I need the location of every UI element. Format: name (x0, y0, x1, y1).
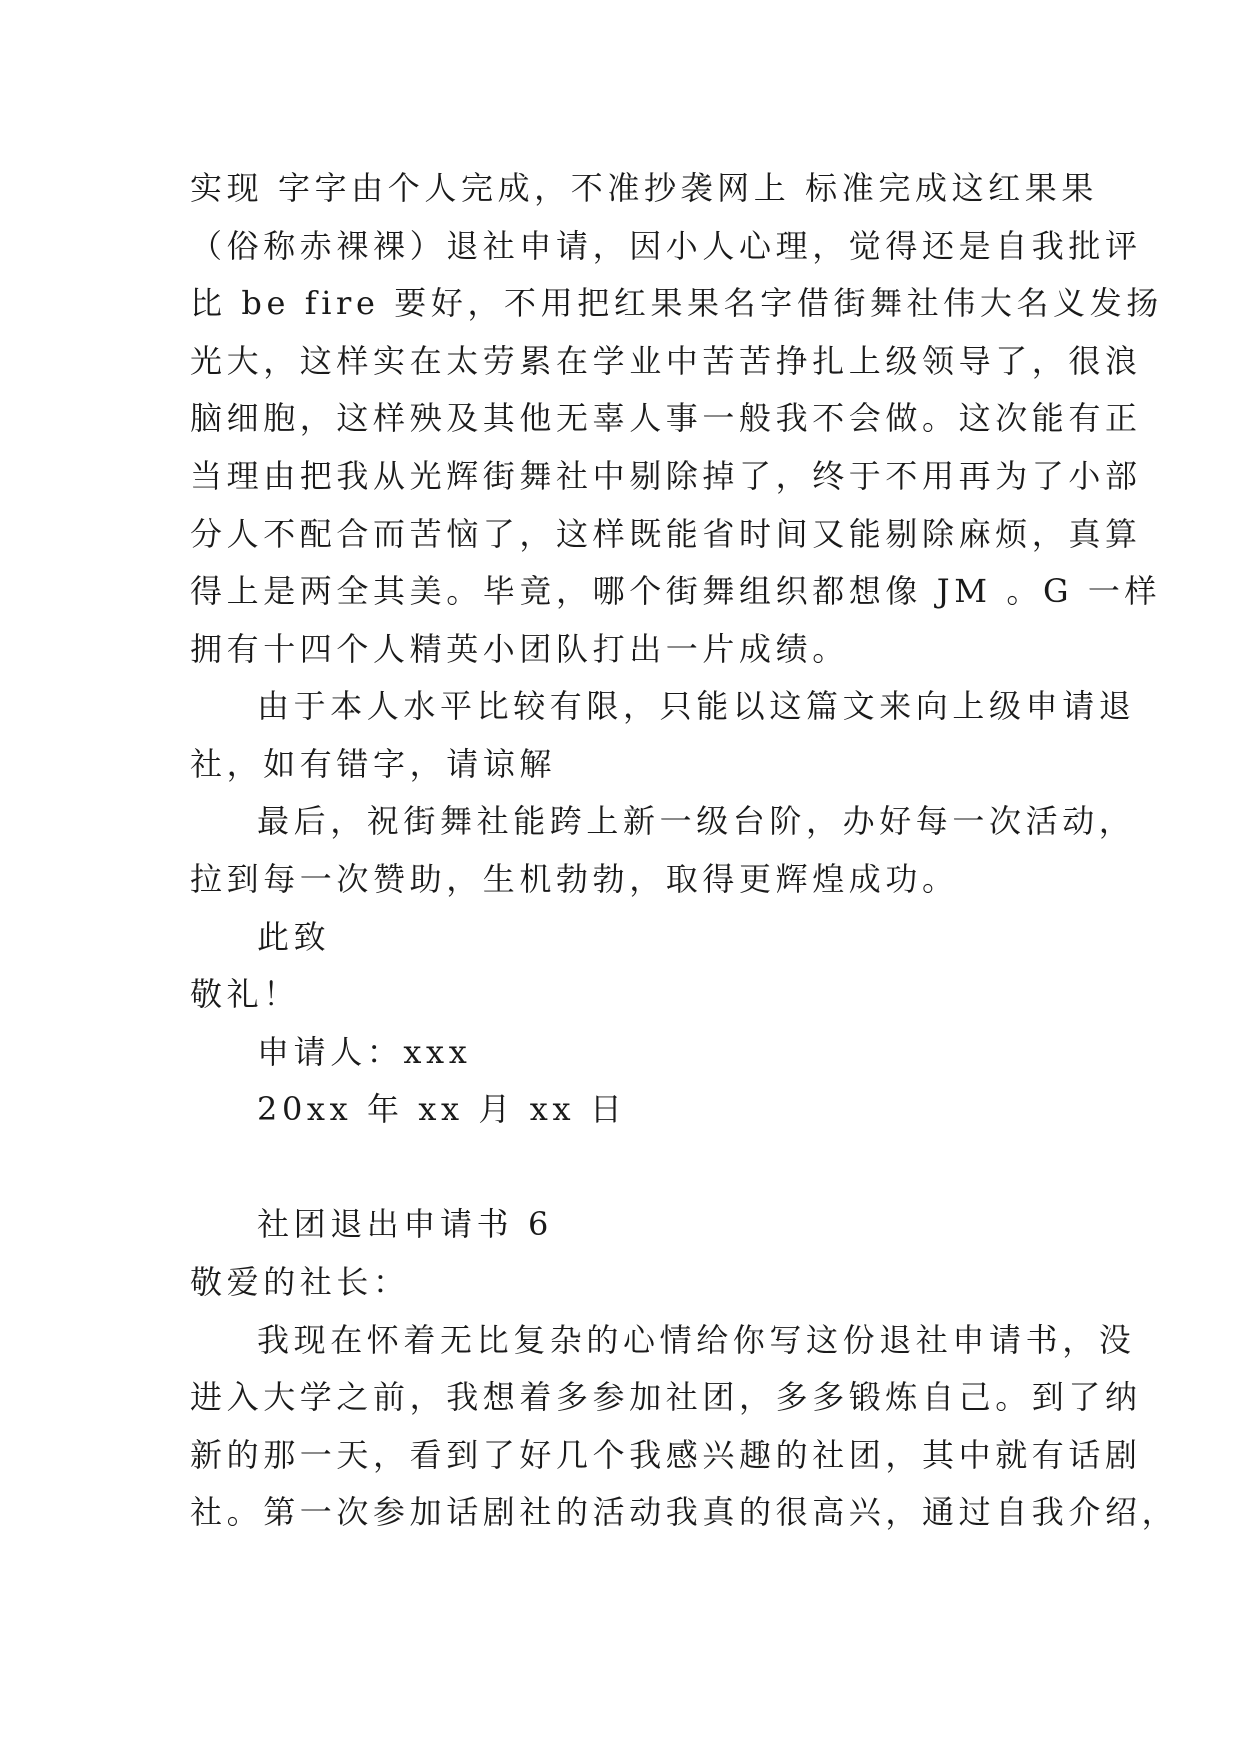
body-line: 进入大学之前，我想着多参加社团，多多锻炼自己。到了纳 (190, 1378, 1142, 1416)
body-line: 最后，祝街舞社能跨上新一级台阶，办好每一次活动， (257, 802, 1136, 840)
body-line: 我现在怀着无比复杂的心情给你写这份退社申请书，没 (257, 1321, 1136, 1359)
body-line: （俗称赤裸裸）退社申请，因小人心理，觉得还是自我批评 (190, 227, 1142, 265)
body-line: 比 be fire 要好，不用把红果果名字借街舞社伟大名义发扬 (190, 284, 1163, 322)
greeting-line: 敬爱的社长： (190, 1263, 410, 1301)
date-line: 20xx 年 xx 月 xx 日 (257, 1090, 627, 1128)
body-line: 拥有十四个人精英小团队打出一片成绩。 (190, 630, 849, 668)
body-line: 新的那一天，看到了好几个我感兴趣的社团，其中就有话剧 (190, 1436, 1142, 1474)
body-line: 实现 字字由个人完成，不准抄袭网上 标准完成这红果果 (190, 169, 1098, 207)
body-line: 得上是两全其美。毕竟，哪个街舞组织都想像 JM 。G 一样 (190, 572, 1162, 610)
body-line: 社。第一次参加话剧社的活动我真的很高兴，通过自我介绍， (190, 1493, 1179, 1531)
body-line: 社，如有错字，请谅解 (190, 745, 557, 783)
closing-line: 此致 (257, 918, 331, 956)
body-line: 分人不配合而苦恼了，这样既能省时间又能剔除麻烦，真算 (190, 515, 1142, 553)
body-line: 脑细胞，这样殃及其他无辜人事一般我不会做。这次能有正 (190, 399, 1142, 437)
body-line: 光大，这样实在太劳累在学业中苦苦挣扎上级领导了，很浪 (190, 342, 1142, 380)
section-title: 社团退出申请书 6 (257, 1205, 553, 1243)
applicant-line: 申请人：xxx (257, 1033, 472, 1071)
body-line: 由于本人水平比较有限，只能以这篇文来向上级申请退 (257, 687, 1136, 725)
body-line: 拉到每一次赞助，生机勃勃，取得更辉煌成功。 (190, 860, 959, 898)
body-line: 当理由把我从光辉街舞社中剔除掉了，终于不用再为了小部 (190, 457, 1142, 495)
salutation-line: 敬礼！ (190, 975, 300, 1013)
